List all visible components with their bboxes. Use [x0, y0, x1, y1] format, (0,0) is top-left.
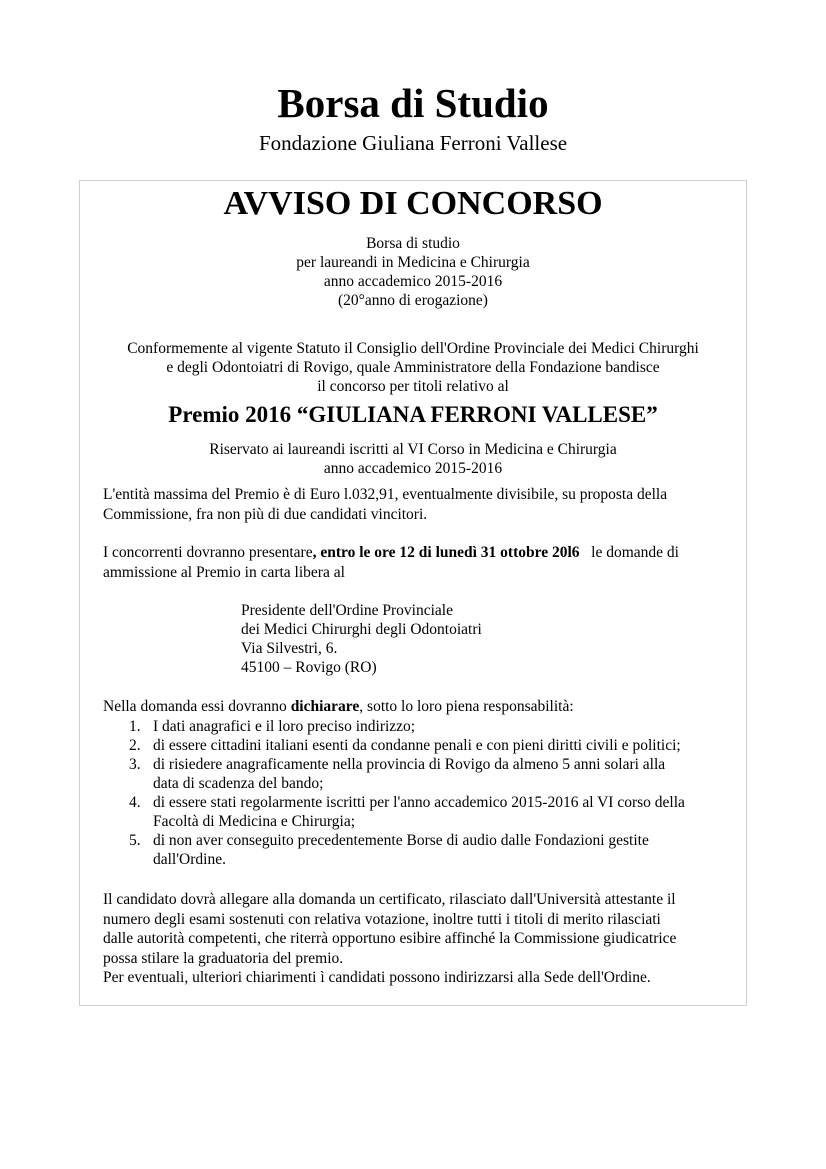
deadline-date: , entro le ore 12 di lunedì 31 ottobre 20l6	[312, 544, 580, 561]
deadline-text-after: le domande di	[579, 544, 679, 561]
list-item	[103, 831, 731, 869]
list-number: 3.	[129, 756, 141, 773]
list-text: di non aver conseguito precedentemente Borse di audio dalle Fondazioni gestite	[153, 832, 649, 849]
address-line: dei Medici Chirurghi degli Odontoiatri	[241, 621, 482, 638]
statute-block	[79, 339, 747, 396]
reserved-block	[79, 440, 747, 478]
closing-line: possa stilare la graduatoria del premio.	[103, 949, 344, 967]
list-item	[103, 717, 731, 736]
closing-line: dalle autorità competenti, che riterrà opportuno esibire affinché la Commissione giudicatrice	[103, 930, 677, 947]
deadline-text: I concorrenti dovranno presentare	[103, 544, 313, 561]
declare-bold: dichiarare	[290, 698, 360, 715]
premio-heading: Premio 2016 “GIULIANA FERRONI VALLESE”	[168, 402, 658, 427]
page-subtitle: Fondazione Giuliana Ferroni Vallese	[258, 131, 568, 155]
list-text: data di scadenza del bando;	[153, 775, 324, 792]
deadline-line	[103, 543, 731, 563]
closing-line: Il candidato dovrà allegare alla domanda un certificato, rilasciato dall'Università attestante il	[103, 891, 676, 908]
closing-paragraph	[103, 890, 731, 988]
list-text: di essere cittadini italiani esenti da condanne penali e con pieni diritti civili e politici;	[153, 737, 681, 754]
list-item	[103, 736, 731, 755]
list-text: di essere stati regolarmente iscritti per l'anno accademico 2015-2016 al VI corso della	[153, 794, 685, 811]
deadline-paragraph	[103, 543, 731, 583]
intro-line: Borsa di studio	[366, 235, 460, 252]
address-line: Via Silvestri, 6.	[241, 640, 338, 657]
list-text: di risiedere anagraficamente nella provincia di Rovigo da almeno 5 anni solari alla	[153, 756, 666, 773]
list-number: 5.	[129, 832, 141, 849]
deadline-line-2: ammissione al Premio in carta libera al	[103, 564, 345, 581]
list-item	[103, 793, 731, 831]
address-line: 45100 – Rovigo (RO)	[241, 659, 377, 676]
notice-heading: AVVISO DI CONCORSO	[223, 185, 603, 222]
address-block	[241, 601, 641, 677]
intro-block	[79, 234, 747, 310]
amount-paragraph	[103, 485, 731, 525]
reserved-line: Riservato ai laureandi iscritti al VI Corso in Medicina e Chirurgia	[209, 441, 617, 458]
amount-line: L'entità massima del Premio è di Euro l.032,91, eventualmente divisibile, su proposta della	[103, 486, 668, 503]
list-item	[103, 755, 731, 793]
reserved-line: anno accademico 2015-2016	[323, 460, 503, 477]
intro-line: per laureandi in Medicina e Chirurgia	[296, 254, 530, 271]
list-text: dall'Ordine.	[153, 851, 226, 868]
intro-line: anno accademico 2015-2016	[323, 273, 503, 290]
amount-line: Commissione, fra non più di due candidati vincitori.	[103, 506, 428, 523]
page-title: Borsa di Studio	[277, 80, 549, 126]
list-text: I dati anagrafici e il loro preciso indirizzo;	[153, 718, 416, 735]
list-number: 2.	[129, 737, 141, 754]
intro-line: (20°anno di erogazione)	[338, 292, 488, 309]
declare-text: Nella domanda essi dovranno	[103, 698, 291, 715]
declare-text-after: , sotto lo loro piena responsabilità:	[359, 698, 574, 715]
requirements-list	[103, 717, 731, 869]
list-number: 1.	[129, 718, 141, 735]
statute-line: il concorso per titoli relativo al	[317, 378, 509, 395]
closing-line: numero degli esami sostenuti con relativa votazione, inoltre tutti i titoli di merito rilasciati	[103, 910, 661, 928]
address-line: Presidente dell'Ordine Provinciale	[241, 602, 453, 619]
list-number: 4.	[129, 794, 141, 811]
closing-line: Per eventuali, ulteriori chiarimenti ì candidati possono indirizzarsi alla Sede dell'Ordine.	[103, 969, 651, 986]
declare-intro	[103, 697, 731, 716]
list-text: Facoltà di Medicina e Chirurgia;	[153, 813, 356, 830]
statute-line: Conformemente al vigente Statuto il Consiglio dell'Ordine Provinciale dei Medici Chirurghi	[127, 340, 699, 357]
statute-line: e degli Odontoiatri di Rovigo, quale Amministratore della Fondazione bandisce	[166, 359, 660, 376]
